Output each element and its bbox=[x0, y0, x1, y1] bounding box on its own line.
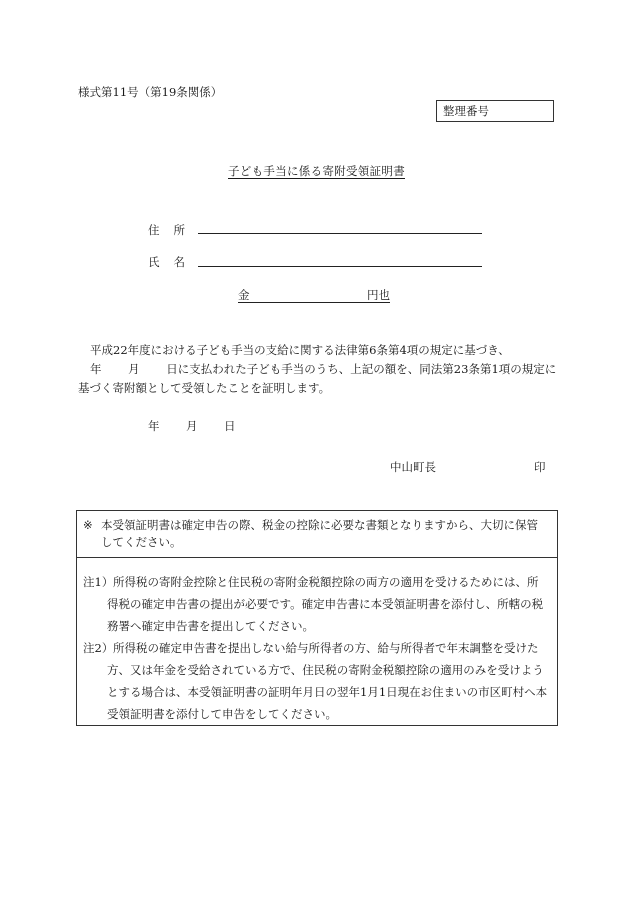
notice-box bbox=[76, 510, 558, 726]
date-day: 日 bbox=[224, 419, 236, 433]
notes-section bbox=[83, 571, 551, 725]
date-year: 年 bbox=[148, 419, 160, 433]
body-line-2: 年 月 日に支払われた子ども手当のうち、上記の額を、同法第23条第1項の規定に bbox=[90, 362, 557, 376]
name-label bbox=[148, 254, 185, 270]
note-1-line-3: 務署へ確定申告書を提出してください。 bbox=[107, 619, 314, 633]
address-line bbox=[198, 233, 482, 234]
note-1-line-2: 得税の確定申告書の提出が必要です。確定申告書に本受領証明書を添付し、所轄の税 bbox=[107, 597, 544, 611]
notice-line-1-row bbox=[83, 517, 551, 534]
name-label-2: 名 bbox=[173, 255, 185, 269]
notice-line-2: してください。 bbox=[101, 535, 182, 549]
notice-section bbox=[77, 511, 557, 558]
body-line-3: 基づく寄附額として受領したことを証明します。 bbox=[78, 381, 331, 395]
note-2 bbox=[83, 637, 551, 725]
note-1 bbox=[83, 571, 551, 637]
address-label bbox=[148, 222, 185, 238]
amount-field bbox=[238, 287, 390, 303]
note-2-line-4: 受領証明書を添付して申告をしてください。 bbox=[107, 707, 337, 721]
seiri-bango-box bbox=[436, 100, 554, 122]
seal-mark: 印 bbox=[534, 460, 546, 474]
issue-date bbox=[148, 418, 236, 434]
note-1-tag: 注1） bbox=[83, 575, 114, 589]
form-number: 様式第11号（第19条関係） bbox=[78, 85, 223, 99]
name-label-1: 氏 bbox=[148, 255, 160, 269]
address-label-1: 住 bbox=[148, 223, 160, 237]
address-label-2: 所 bbox=[173, 223, 185, 237]
notice-mark: ※ bbox=[83, 518, 93, 532]
body-line-1: 平成22年度における子ども手当の支給に関する法律第6条第4項の規定に基づき、 bbox=[90, 343, 510, 357]
seiri-bango-label: 整理番号 bbox=[443, 104, 489, 118]
note-2-line-2: 方、又は年金を受給されている方で、住民税の寄附金税額控除の適用のみを受けよう bbox=[107, 663, 544, 677]
note-2-line-1: 所得税の確定申告書を提出しない給与所得者の方、給与所得者で年末調整を受けた bbox=[113, 641, 539, 655]
document-title: 子ども手当に係る寄附受領証明書 bbox=[228, 164, 405, 178]
amount-suffix: 円也 bbox=[367, 288, 390, 302]
note-2-tag: 注2） bbox=[83, 641, 114, 655]
amount-prefix: 金 bbox=[238, 288, 250, 302]
note-2-line-3: とする場合は、本受領証明書の証明年月日の翌年1月1日現在お住まいの市区町村へ本 bbox=[107, 685, 548, 699]
notice-line-1: 本受領証明書は確定申告の際、税金の控除に必要な書類となりますから、大切に保管 bbox=[101, 518, 538, 532]
mayor-title: 中山町長 bbox=[390, 460, 436, 474]
certification-text bbox=[78, 341, 558, 398]
note-1-line-1: 所得税の寄附金控除と住民税の寄附金税額控除の両方の適用を受けるためには、所 bbox=[113, 575, 539, 589]
date-month: 月 bbox=[186, 419, 198, 433]
name-line bbox=[198, 266, 482, 267]
